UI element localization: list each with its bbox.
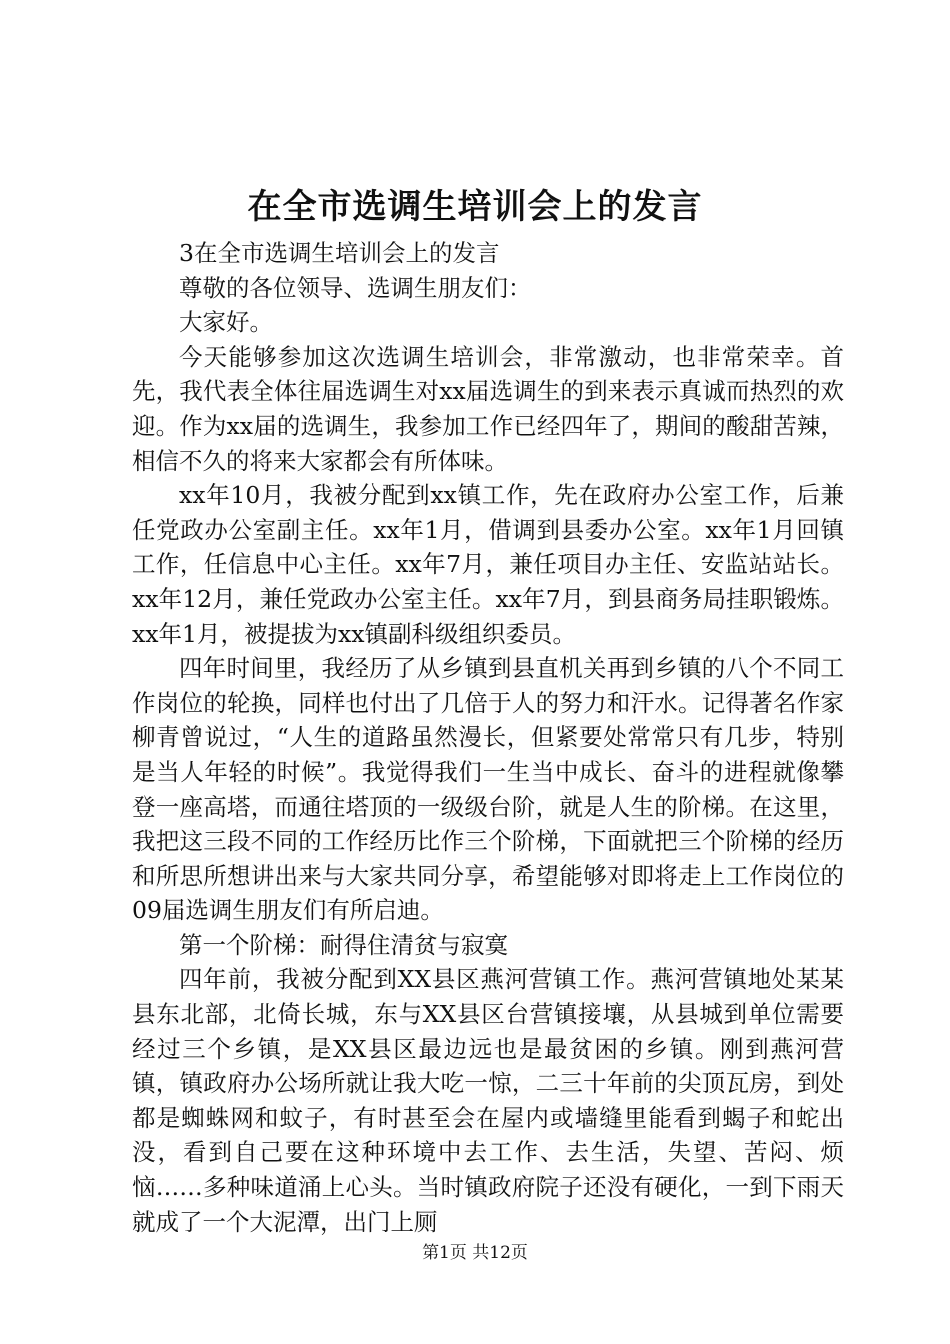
paragraph: xx年10月，我被分配到xx镇工作，先在政府办公室工作，后兼任党政办公室副主任。xx年1月，借调到县委办公室。xx年1月回镇工作，任信息中心主任。xx年7月，兼任项目办主任、安监站站长。xx年12月，兼任党政办公室主任。xx年7月，到县商务局挂职锻炼。xx年1月，被提拔为xx镇副科级组织委员。 [132, 481, 844, 648]
paragraph: 尊敬的各位领导、选调生朋友们： [179, 273, 532, 302]
paragraph: 四年时间里，我经历了从乡镇到县直机关再到乡镇的八个不同工作岗位的轮换，同样也付出了几倍于人的努力和汗水。记得著名作家柳青曾说过，“人生的道路虽然漫长，但紧要处常常只有几步，特别是当人年轻的时候”。我觉得我们一生当中成长、奋斗的进程就像攀登一座高塔，而通往塔顶的一级级台阶，就是人生的阶梯。在这里，我把这三段不同的工作经历比作三个阶梯，下面就把三个阶梯的经历和所思所想讲出来与大家共同分享，希望能够对即将走上工作岗位的09届选调生朋友们有所启迪。 [132, 654, 844, 925]
section-heading: 第一个阶梯：耐得住清贫与寂寞 [179, 930, 508, 959]
page-title: 在全市选调生培训会上的发言 [247, 187, 703, 227]
paragraph: 今天能够参加这次选调生培训会，非常激动，也非常荣幸。首先，我代表全体往届选调生对xx届选调生的到来表示真诚而热烈的欢迎。作为xx届的选调生，我参加工作已经四年了，期间的酸甜苦辣，相信不久的将来大家都会有所体味。 [132, 342, 844, 475]
paragraph: 大家好。 [179, 308, 273, 337]
body-text [132, 236, 844, 1239]
page-footer: 第1页 共12页 [422, 1243, 528, 1263]
paragraph: 3在全市选调生培训会上的发言 [179, 239, 500, 267]
paragraph: 四年前，我被分配到XX县区燕河营镇工作。燕河营镇地处某某县东北部，北倚长城，东与XX县区台营镇接壤，从县城到单位需要经过三个乡镇，是XX县区最边远也是最贫困的乡镇。刚到燕河营镇，镇政府办公场所就让我大吃一惊，二三十年前的尖顶瓦房，到处都是蜘蛛网和蚊子，有时甚至会在屋内或墙缝里能看到蝎子和蛇出没，看到自己要在这种环境中去工作、去生活，失望、苦闷、烦恼……多种味道涌上心头。当时镇政府院子还没有硬化，一到下雨天就成了一个大泥潭，出门上厕 [132, 965, 844, 1236]
